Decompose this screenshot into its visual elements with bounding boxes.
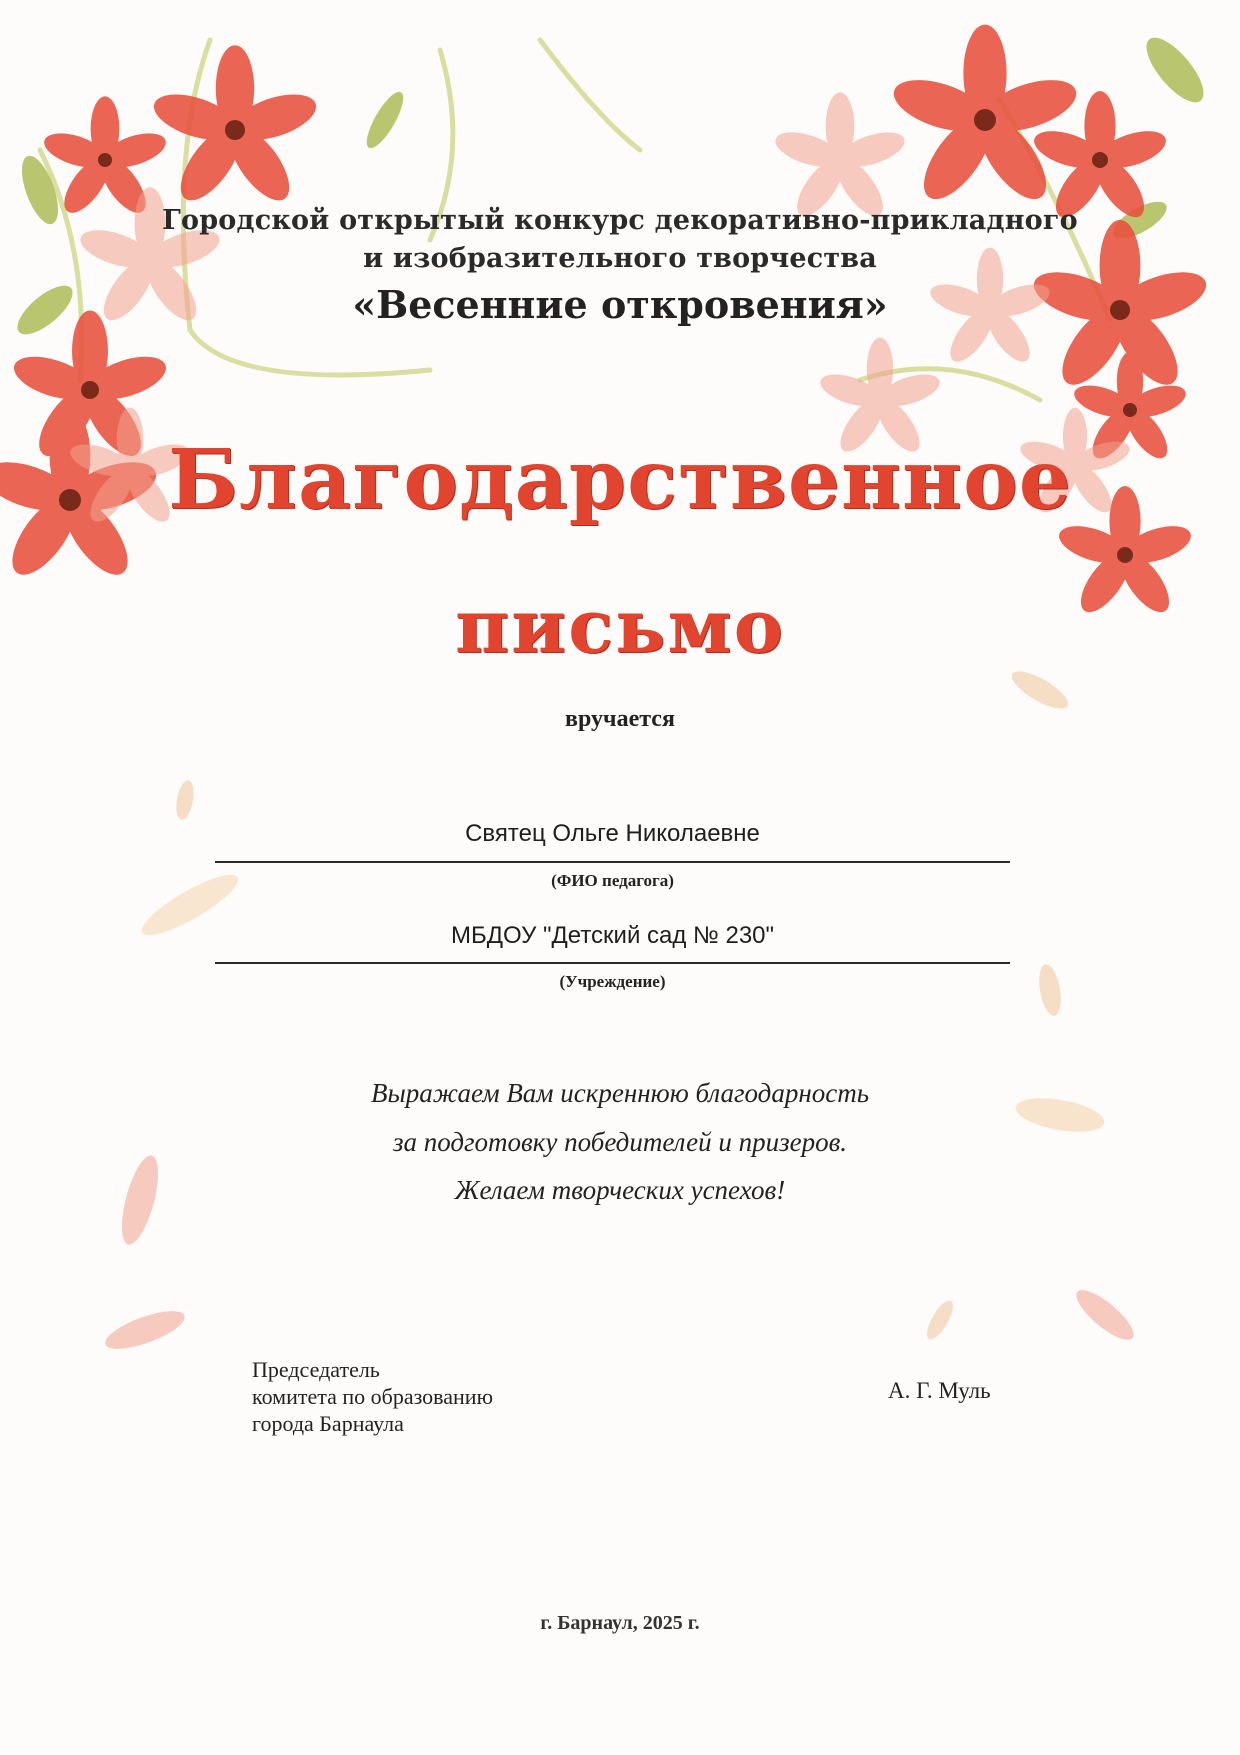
- certificate-title-line-2: письмо: [455, 584, 785, 670]
- recipient-name: Святец Ольге Николаевне: [465, 820, 760, 847]
- thanks-message-line-2: за подготовку победителей и призеров.: [392, 1127, 848, 1157]
- signer-name: А. Г. Муль: [888, 1378, 991, 1403]
- recipient-institution: МБДОУ "Детский сад № 230": [450, 922, 775, 949]
- signer-position-line-1: Председатель: [252, 1357, 380, 1382]
- contest-title-line-1: Городской открытый конкурс декоративно-прикладного: [162, 205, 1078, 236]
- certificate-title-line-1: Благодарственное: [168, 432, 1072, 528]
- thanks-message-line-3: Желаем творческих успехов!: [454, 1175, 786, 1205]
- recipient-name-underline: [215, 861, 1010, 863]
- thanks-message-line-1: Выражаем Вам искреннюю благодарность: [370, 1078, 870, 1108]
- presented-label: вручается: [565, 706, 675, 732]
- signer-position-line-3: города Барнаула: [252, 1411, 404, 1436]
- contest-title-line-2: и изобразительного творчества: [363, 243, 877, 274]
- recipient-institution-caption: (Учреждение): [559, 972, 666, 991]
- contest-name: «Весенние откровения»: [352, 282, 888, 327]
- place-and-date: г. Барнаул, 2025 г.: [540, 1612, 700, 1634]
- recipient-institution-underline: [215, 962, 1010, 964]
- signer-position-line-2: комитета по образованию: [252, 1384, 494, 1409]
- signer-position: [252, 1356, 672, 1437]
- recipient-name-caption: (ФИО педагога): [551, 871, 674, 890]
